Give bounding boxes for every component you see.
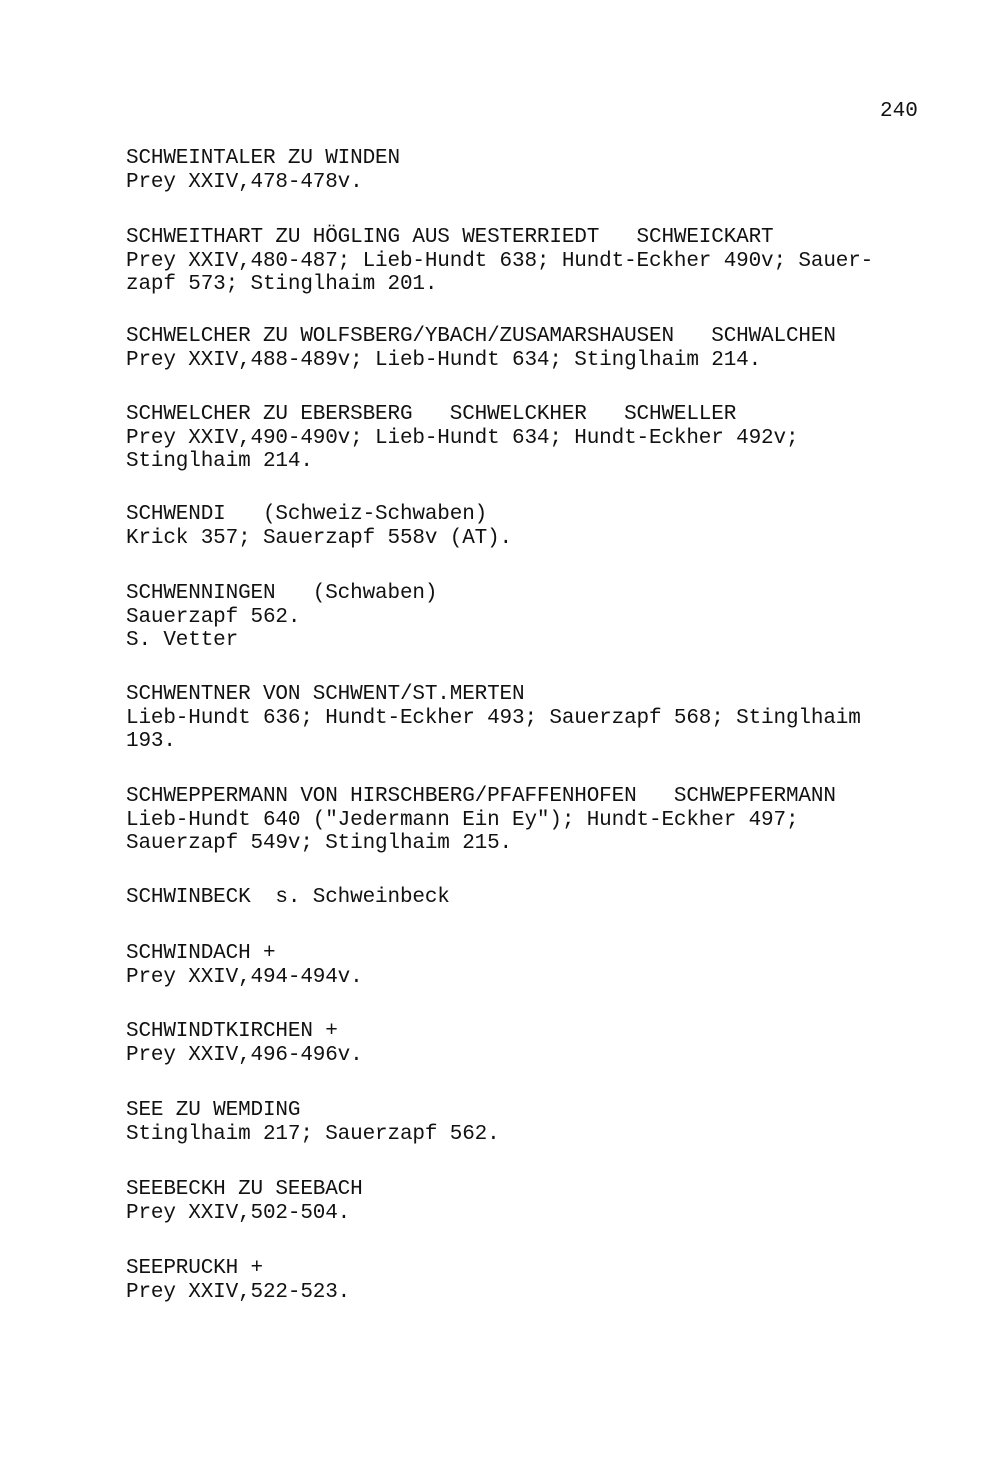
register-entry (126, 1099, 500, 1146)
entry-heading: SEEPRUCKH + (126, 1257, 263, 1280)
entry-heading: SCHWELCHER ZU EBERSBERG SCHWELCKHER SCHWELLER (126, 403, 737, 426)
entry-reference: 193. (126, 730, 176, 753)
entry-reference: Prey XXIV,478-478v. (126, 170, 363, 194)
register-entry (126, 785, 836, 856)
register-entry (126, 1178, 363, 1225)
entry-cross-reference: S. Vetter (126, 629, 239, 652)
entry-heading: SCHWEPPERMANN VON HIRSCHBERG/PFAFFENHOFEN SCHWEPFERMANN (126, 785, 836, 808)
entry-heading: SCHWINDACH + (126, 942, 276, 965)
entry-heading: SEEBECKH ZU SEEBACH (126, 1178, 363, 1201)
register-entry (126, 942, 363, 989)
register-entry (126, 403, 798, 474)
entry-reference: Sauerzapf 549v; Stinglhaim 215. (126, 832, 513, 855)
entry-heading: SCHWEINTALER ZU WINDEN (126, 147, 400, 170)
register-entry (126, 325, 836, 372)
register-entry (126, 226, 873, 297)
register-entry (126, 1257, 350, 1304)
entry-heading: SCHWENDI (Schweiz-Schwaben) (126, 503, 488, 526)
register-entry (126, 582, 437, 653)
entry-reference: Prey XXIV,494-494v. (126, 965, 363, 989)
entry-reference: Stinglhaim 214. (126, 450, 313, 473)
entry-reference: Prey XXIV,522-523. (126, 1280, 351, 1304)
entry-heading: SEE ZU WEMDING (126, 1099, 301, 1122)
entry-heading: SCHWINBECK s. Schweinbeck (126, 886, 450, 909)
entry-reference: Prey XXIV,480-487; Lieb-Hundt 638; Hundt-Eckher 490v; Sauer- (126, 249, 874, 273)
register-entry (126, 886, 450, 910)
entry-reference: Stinglhaim 217; Sauerzapf 562. (126, 1122, 500, 1146)
register-entry (126, 147, 400, 194)
entry-heading: SCHWINDTKIRCHEN + (126, 1020, 338, 1043)
entry-reference: Prey XXIV,496-496v. (126, 1043, 363, 1067)
entry-reference: zapf 573; Stinglhaim 201. (126, 273, 438, 296)
entry-reference: Prey XXIV,502-504. (126, 1201, 351, 1225)
entry-reference: Krick 357; Sauerzapf 558v (AT). (126, 526, 513, 550)
entry-heading: SCHWENNINGEN (Schwaben) (126, 582, 438, 605)
entry-heading: SCHWEITHART ZU HÖGLING AUS WESTERRIEDT SCHWEICKART (126, 226, 774, 249)
register-entry (126, 503, 512, 550)
entry-heading: SCHWENTNER VON SCHWENT/ST.MERTEN (126, 683, 525, 706)
entry-reference: Lieb-Hundt 640 ("Jedermann Ein Ey"); Hundt-Eckher 497; (126, 808, 799, 832)
register-entry (126, 1020, 363, 1067)
entry-reference: Lieb-Hundt 636; Hundt-Eckher 493; Sauerzapf 568; Stinglhaim (126, 706, 861, 730)
entry-heading: SCHWELCHER ZU WOLFSBERG/YBACH/ZUSAMARSHAUSEN SCHWALCHEN (126, 325, 836, 348)
entry-reference: Sauerzapf 562. (126, 605, 301, 629)
page-number: 240 (880, 100, 918, 123)
register-entry (126, 683, 861, 754)
entry-reference: Prey XXIV,490-490v; Lieb-Hundt 634; Hundt-Eckher 492v; (126, 426, 799, 450)
entry-reference: Prey XXIV,488-489v; Lieb-Hundt 634; Stinglhaim 214. (126, 348, 762, 372)
